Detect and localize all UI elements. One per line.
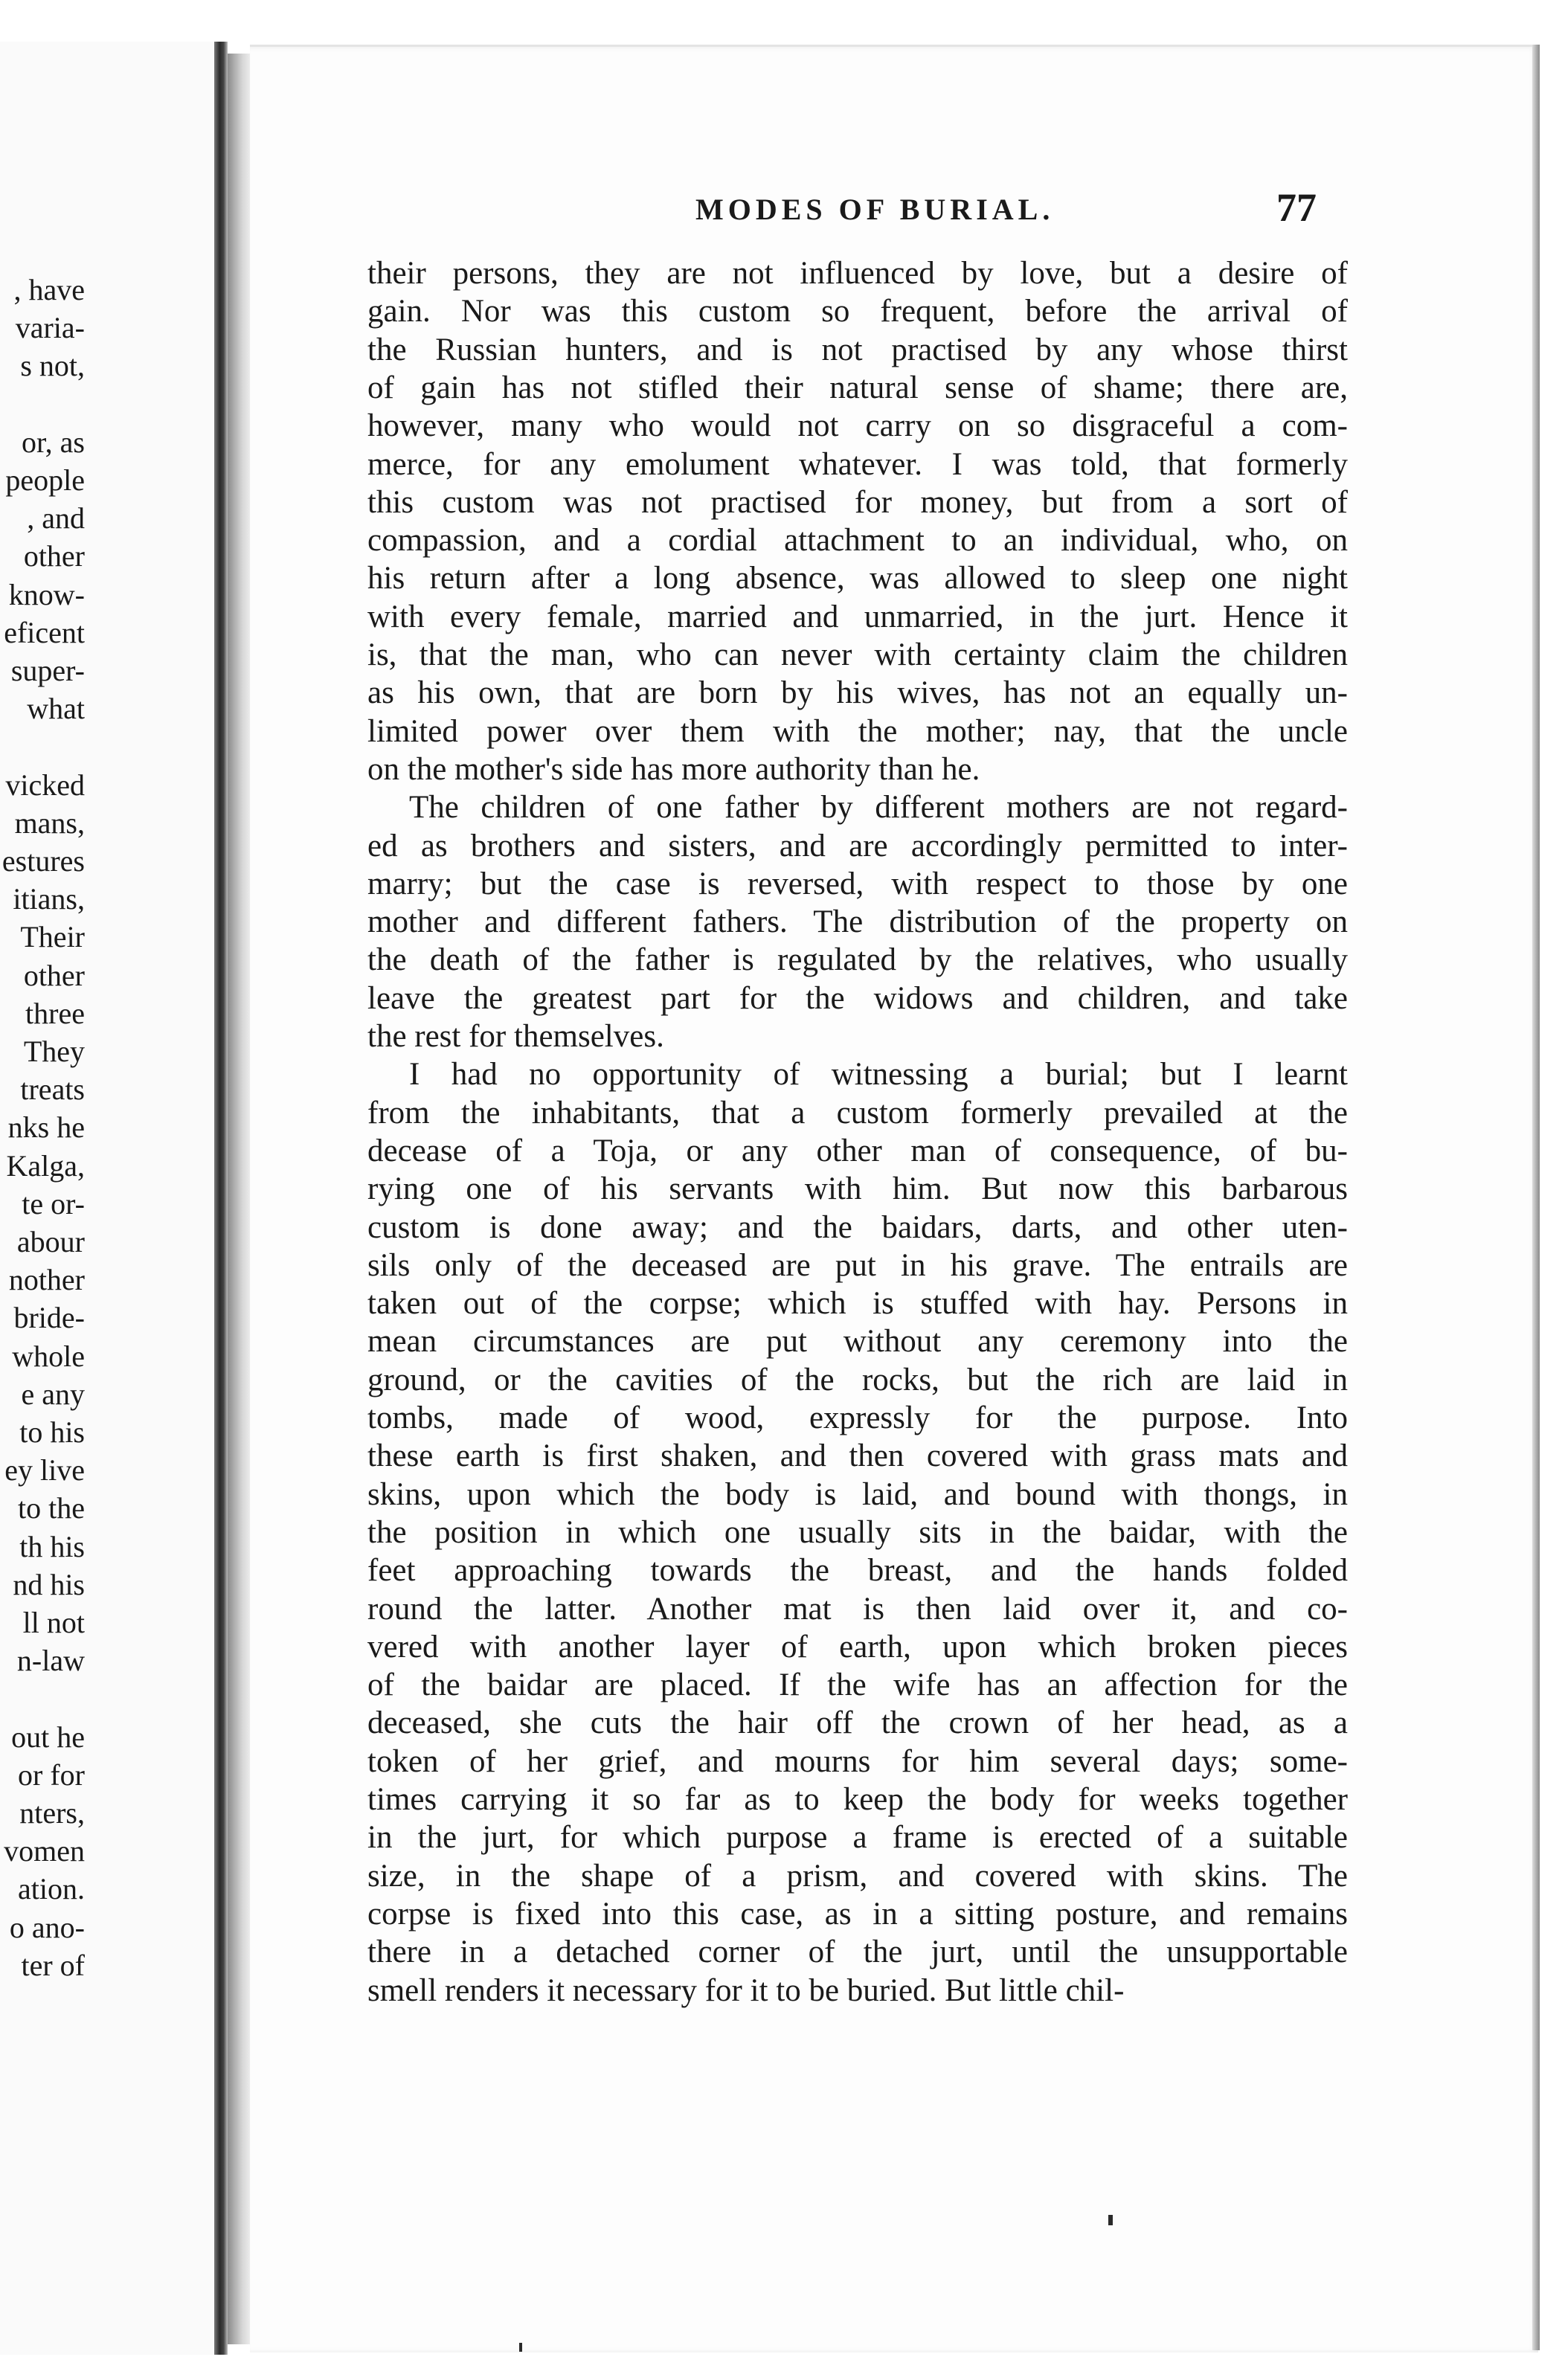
text-line: vered with another layer of earth, upon which broken pieces [367, 1629, 1348, 1665]
left-page-edge [214, 42, 228, 2355]
left-page-line: e any [21, 1377, 85, 1411]
left-page-line: , and [27, 501, 85, 536]
left-page-line: people [5, 463, 85, 497]
main-page-edge [1532, 45, 1540, 2350]
text-line: the rest for themselves. [367, 1019, 664, 1054]
text-line: times carrying it so far as to keep the body for weeks together [367, 1782, 1348, 1817]
left-page-line: eficent [4, 615, 85, 649]
text-line: sils only of the deceased are put in his grave. The entrails are [367, 1247, 1348, 1283]
left-page-line: n-law [16, 1644, 85, 1678]
text-line: mother and different fathers. The distribution of the property on [367, 904, 1348, 940]
text-line: I had no opportunity of witnessing a burial; but I learnt [409, 1057, 1348, 1093]
text-line: of gain has not stifled their natural sense of shame; there are, [367, 370, 1348, 405]
left-page-line: nd his [13, 1567, 85, 1601]
left-page-line: to the [18, 1491, 85, 1525]
text-line: is, that the man, who can never with certainty claim the children [367, 637, 1348, 672]
left-page-line: th his [19, 1529, 85, 1563]
left-page-line: other [23, 539, 85, 573]
text-line: however, many who would not carry on so disgraceful a com- [367, 408, 1348, 444]
text-line: these earth is first shaken, and then covered with grass mats and [367, 1438, 1348, 1474]
text-line: from the inhabitants, that a custom formerly prevailed at the [367, 1095, 1348, 1130]
text-line: marry; but the case is reversed, with respect to those by one [367, 866, 1348, 901]
left-page-line: what [27, 692, 85, 726]
text-line: of the baidar are placed. If the wife has an affection for the [367, 1667, 1348, 1703]
left-page-line: vicked [5, 768, 85, 802]
text-line: The children of one father by different mothers are not regard- [409, 790, 1348, 826]
left-page-line: itians, [13, 882, 85, 916]
text-line: the death of the father is regulated by the relatives, who usually [367, 942, 1348, 978]
left-page-line: nks he [7, 1110, 85, 1145]
text-line: round the latter. Another mat is then laid over it, and co- [367, 1591, 1348, 1627]
text-line: with every female, married and unmarried, in the jurt. Hence it [367, 599, 1348, 634]
text-line: skins, upon which the body is laid, and bound with thongs, in [367, 1476, 1348, 1512]
scan-speck [1108, 2215, 1113, 2225]
text-line: the Russian hunters, and is not practised by any whose thirst [367, 332, 1348, 367]
text-line: in the jurt, for which purpose a frame is erected of a suitable [367, 1820, 1348, 1856]
text-line: gain. Nor was this custom so frequent, before the arrival of [367, 294, 1348, 329]
left-page-line: out he [11, 1720, 85, 1754]
text-line: size, in the shape of a prism, and covered with skins. The [367, 1858, 1348, 1894]
text-line: ground, or the cavities of the rocks, but the rich are laid in [367, 1362, 1348, 1398]
left-page-line: or, as [21, 425, 85, 459]
text-line: on the mother's side has more authority than he. [367, 751, 980, 787]
text-line: corpse is fixed into this case, as in a sitting posture, and remains [367, 1896, 1348, 1932]
text-line: this custom was not practised for money, but from a sort of [367, 484, 1348, 520]
text-line: there in a detached corner of the jurt, until the unsupportable [367, 1934, 1348, 1970]
text-line: deceased, she cuts the hair off the crown of her head, as a [367, 1705, 1348, 1741]
text-line: limited power over them with the mother; nay, that the uncle [367, 713, 1348, 749]
book-gutter [228, 54, 253, 2344]
left-page-line: te or- [22, 1186, 85, 1220]
text-line: feet approaching towards the breast, and the hands folded [367, 1553, 1348, 1589]
left-page-line: nother [8, 1263, 85, 1297]
left-page-line: , have [13, 273, 85, 306]
left-page-line: Their [20, 920, 85, 954]
text-line: rying one of his servants with him. But now this barbarous [367, 1171, 1348, 1207]
left-page-line: super- [10, 654, 85, 687]
left-page-line: ey live [4, 1453, 85, 1488]
left-page-line: whole [12, 1339, 85, 1373]
left-page-line: They [23, 1035, 85, 1068]
left-page-line: nters, [19, 1796, 85, 1830]
left-page-line: ter of [21, 1948, 85, 1982]
left-page-line: know- [8, 577, 85, 611]
left-page-line: Kalga, [6, 1148, 85, 1183]
left-page-line: abour [16, 1225, 85, 1258]
left-page-line: ation. [18, 1872, 85, 1906]
text-line: their persons, they are not influenced by love, but a desire of [367, 256, 1348, 291]
left-page-line: to his [19, 1415, 85, 1449]
text-line: merce, for any emolument whatever. I was told, that formerly [367, 446, 1348, 482]
text-line: as his own, that are born by his wives, has not an equally un- [367, 675, 1348, 711]
left-page-line: three [25, 996, 85, 1030]
text-line: ed as brothers and sisters, and are accordingly permitted to inter- [367, 828, 1348, 863]
text-line: compassion, and a cordial attachment to an individual, who, on [367, 523, 1348, 559]
text-line: tombs, made of wood, expressly for the purpose. Into [367, 1400, 1348, 1435]
text-line: token of her grief, and mourns for him several days; some- [367, 1743, 1348, 1779]
left-page-line: estures [1, 844, 85, 878]
running-head: MODES OF BURIAL. [695, 193, 1055, 226]
left-page-line: other [23, 958, 85, 992]
scan-speck [519, 2343, 522, 2352]
left-page-line: mans, [14, 805, 85, 840]
text-line: the position in which one usually sits in the baidar, with the [367, 1514, 1348, 1550]
page-number: 77 [1276, 185, 1317, 230]
left-page-line: ll not [22, 1606, 85, 1639]
left-facing-page [0, 42, 217, 2355]
text-line: smell renders it necessary for it to be buried. But little chil- [367, 1972, 1125, 2008]
left-page-line: s not, [20, 349, 85, 383]
text-line: taken out of the corpse; which is stuffed with hay. Persons in [367, 1286, 1348, 1322]
left-page-line: bride- [13, 1301, 85, 1335]
left-page-line: treats [20, 1072, 85, 1107]
left-page-line: or for [18, 1757, 85, 1792]
left-page-line: varia- [15, 311, 85, 345]
text-line: leave the greatest part for the widows and children, and take [367, 980, 1348, 1016]
text-line: custom is done away; and the baidars, darts, and other uten- [367, 1209, 1348, 1245]
text-line: decease of a Toja, or any other man of consequence, of bu- [367, 1133, 1348, 1168]
text-line: his return after a long absence, was allowed to sleep one night [367, 561, 1348, 596]
left-page-line: vomen [4, 1834, 85, 1868]
text-line: mean circumstances are put without any ceremony into the [367, 1324, 1348, 1360]
left-page-line: o ano- [9, 1910, 85, 1944]
